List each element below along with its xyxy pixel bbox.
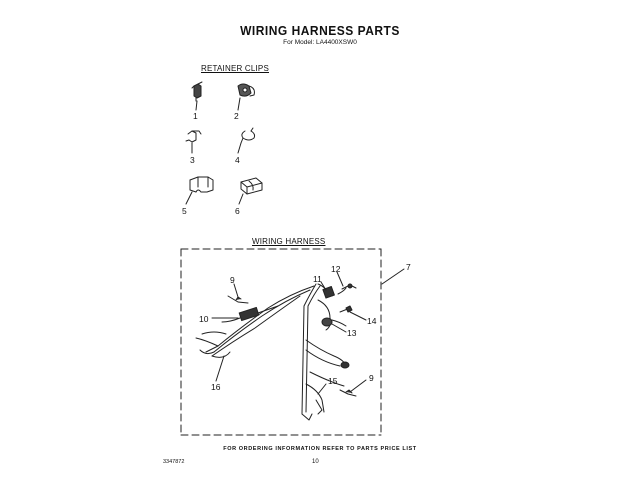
callout-6: 6 — [235, 206, 240, 216]
harness-dashed-border — [181, 249, 381, 435]
harness-wires — [196, 284, 356, 420]
document-number: 3347872 — [163, 459, 185, 465]
callout-10: 10 — [199, 314, 209, 324]
retainer-clip-4-drawing — [238, 128, 255, 153]
ordering-note: FOR ORDERING INFORMATION REFER TO PARTS PRICE LIST — [223, 446, 417, 452]
retainer-clip-2-drawing — [238, 84, 254, 110]
wiring-harness-heading: WIRING HARNESS — [252, 237, 326, 246]
callout-2: 2 — [234, 111, 239, 121]
callout-12: 12 — [331, 264, 341, 274]
callout-9-top: 9 — [230, 275, 235, 285]
page-number: 10 — [312, 459, 319, 465]
callout-9-bottom: 9 — [369, 373, 374, 383]
retainer-clip-6-drawing — [239, 178, 262, 204]
retainer-clips-heading: RETAINER CLIPS — [201, 64, 269, 73]
callout-4: 4 — [235, 155, 240, 165]
callout-14: 14 — [367, 316, 377, 326]
callout-15: 15 — [328, 376, 338, 386]
callout-11: 11 — [313, 274, 322, 284]
retainer-clip-3-drawing — [186, 131, 201, 153]
callout-7: 7 — [406, 262, 411, 272]
callout-16: 16 — [211, 382, 221, 392]
callout-5: 5 — [182, 206, 187, 216]
page-title: WIRING HARNESS PARTS — [240, 23, 400, 39]
callout-3: 3 — [190, 155, 195, 165]
retainer-clip-5-drawing — [186, 177, 213, 204]
retainer-clip-1-drawing — [192, 82, 202, 110]
callout-1: 1 — [193, 111, 198, 121]
callout-13: 13 — [347, 328, 357, 338]
model-subtitle: For Model: LA4400XSW0 — [283, 39, 357, 46]
